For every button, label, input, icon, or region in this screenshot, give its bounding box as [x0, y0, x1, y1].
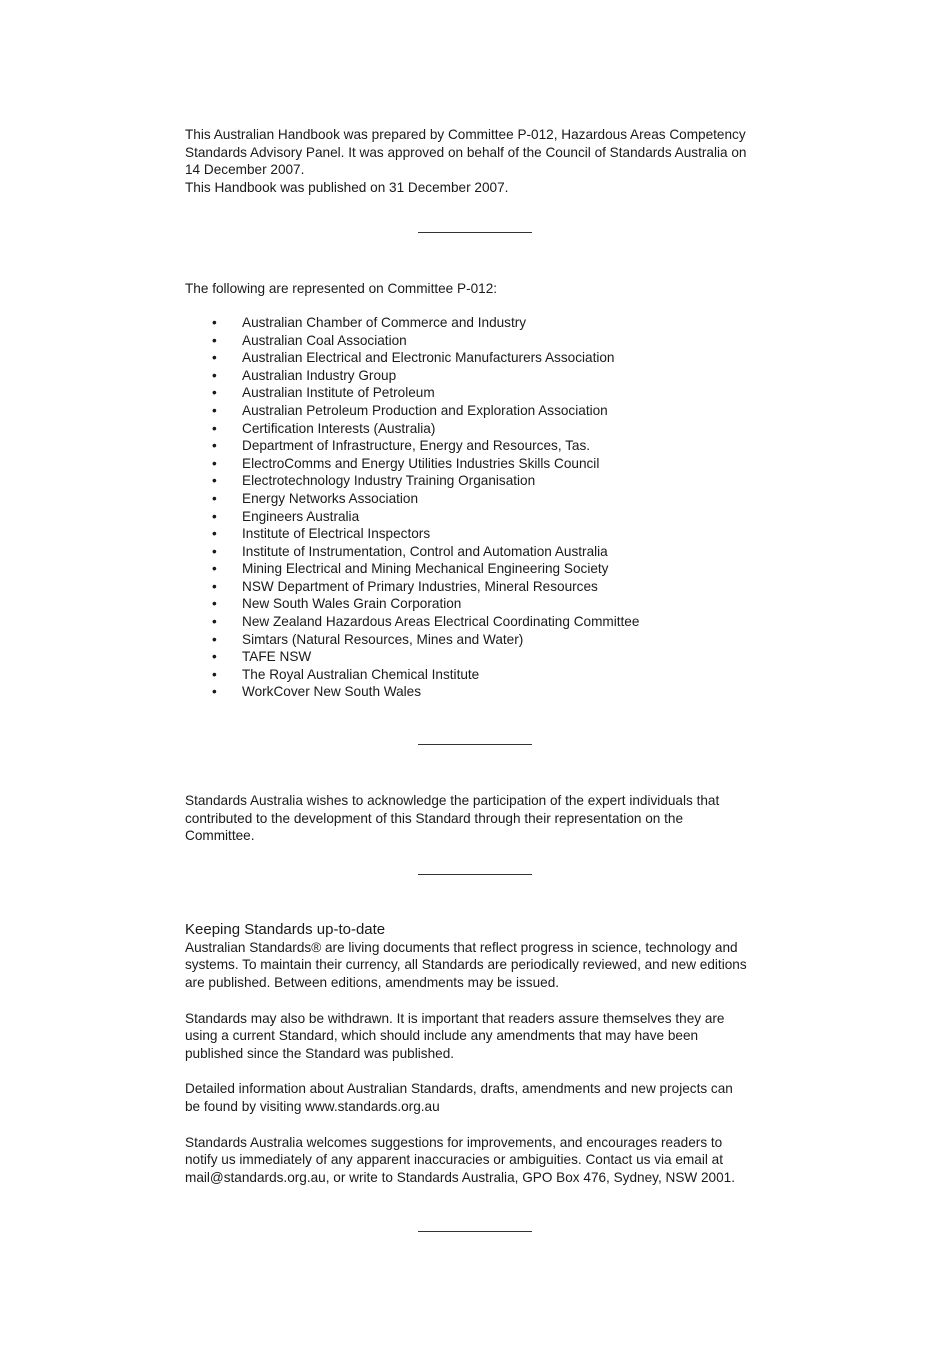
acknowledgement-line-2: contributed to the development of this Standard through their representation on the	[185, 810, 684, 826]
member-name: Institute of Electrical Inspectors	[242, 526, 431, 542]
paragraph-line: systems. To maintain their currency, all Standards are periodically reviewed, and new editions	[185, 957, 747, 973]
member-name: Department of Infrastructure, Energy and Resources, Tas.	[242, 438, 591, 454]
section-heading: Keeping Standards up-to-date	[185, 920, 386, 938]
bullet: •	[212, 543, 217, 559]
bullet: •	[212, 508, 217, 524]
keeping-up-to-date-section	[185, 921, 785, 1187]
bullet: •	[212, 578, 217, 594]
member-name: Electrotechnology Industry Training Organisation	[242, 473, 536, 489]
list-item	[185, 490, 785, 508]
member-name: Australian Coal Association	[242, 332, 407, 348]
paragraph-line: Detailed information about Australian Standards, drafts, amendments and new projects can	[185, 1081, 733, 1097]
acknowledgement-paragraph	[185, 792, 785, 845]
suggestions-paragraph	[185, 1134, 785, 1187]
bullet: •	[212, 438, 217, 454]
member-name: The Royal Australian Chemical Institute	[242, 666, 480, 682]
bullet: •	[212, 526, 217, 542]
member-name: NSW Department of Primary Industries, Mineral Resources	[242, 578, 598, 594]
paragraph-line: Standards may also be withdrawn. It is important that readers assure themselves they are	[185, 1010, 725, 1026]
approval-line-3: 14 December 2007.	[185, 162, 305, 178]
list-item	[185, 595, 785, 613]
member-name: Australian Petroleum Production and Exploration Association	[242, 402, 608, 418]
list-item	[185, 402, 785, 420]
member-name: New Zealand Hazardous Areas Electrical Coordinating Committee	[242, 614, 640, 630]
member-name: Simtars (Natural Resources, Mines and Water)	[242, 631, 524, 647]
bullet: •	[212, 596, 217, 612]
list-item	[185, 437, 785, 455]
bullet: •	[212, 666, 217, 682]
list-item	[185, 613, 785, 631]
member-name: Australian Chamber of Commerce and Industry	[242, 314, 527, 330]
paragraph-line: using a current Standard, which should include any amendments that may have been	[185, 1028, 699, 1044]
list-item	[185, 560, 785, 578]
paragraph-line: are published. Between editions, amendments may be issued.	[185, 975, 560, 990]
list-item	[185, 349, 785, 367]
list-item	[185, 578, 785, 596]
member-name: New South Wales Grain Corporation	[242, 596, 462, 612]
paragraph-line: notify us immediately of any apparent inaccuracies or ambiguities. Contact us via email at	[185, 1152, 723, 1168]
document-page	[185, 126, 785, 1232]
bullet: •	[212, 684, 217, 700]
member-name: Australian Institute of Petroleum	[242, 385, 435, 401]
currency-paragraph	[185, 939, 785, 992]
paragraph-line: Australian Standards® are living documents that reflect progress in science, technology and	[185, 939, 738, 955]
list-item	[185, 472, 785, 490]
member-name: ElectroComms and Energy Utilities Industries Skills Council	[242, 455, 600, 471]
list-item	[185, 384, 785, 402]
list-item	[185, 525, 785, 543]
committee-intro: The following are represented on Committee P-012:	[185, 281, 498, 297]
list-item	[185, 683, 785, 701]
bullet: •	[212, 367, 217, 383]
bullet: •	[212, 402, 217, 418]
member-name: Energy Networks Association	[242, 490, 419, 506]
paragraph-line: be found by visiting www.standards.org.au	[185, 1098, 440, 1114]
approval-line-1: This Australian Handbook was prepared by Committee P-012, Hazardous Areas Competency	[185, 127, 746, 142]
bullet: •	[212, 614, 217, 630]
member-name: TAFE NSW	[242, 649, 312, 665]
list-item	[185, 332, 785, 350]
member-name: Mining Electrical and Mining Mechanical Engineering Society	[242, 561, 609, 577]
acknowledgement-line-1: Standards Australia wishes to acknowledge the participation of the expert individuals that	[185, 793, 720, 809]
paragraph-line: mail@standards.org.au, or write to Standards Australia, GPO Box 476, Sydney, NSW 2001.	[185, 1169, 736, 1185]
list-item	[185, 314, 785, 332]
section-divider	[418, 744, 532, 745]
paragraph-line: published since the Standard was published.	[185, 1045, 455, 1061]
approval-statement	[185, 126, 785, 196]
list-item	[185, 455, 785, 473]
bullet: •	[212, 420, 217, 436]
section-divider	[418, 874, 532, 875]
list-item	[185, 508, 785, 526]
committee-member-list	[185, 314, 785, 701]
bullet: •	[212, 314, 217, 330]
member-name: Australian Industry Group	[242, 367, 397, 383]
section-divider	[418, 1231, 532, 1232]
bullet: •	[212, 473, 217, 489]
list-item	[185, 648, 785, 666]
list-item	[185, 543, 785, 561]
bullet: •	[212, 631, 217, 647]
acknowledgement-line-3: Committee.	[185, 828, 255, 844]
bullet: •	[212, 455, 217, 471]
information-paragraph	[185, 1080, 785, 1115]
bullet: •	[212, 385, 217, 401]
member-name: Australian Electrical and Electronic Manufacturers Association	[242, 350, 615, 366]
bullet: •	[212, 561, 217, 577]
list-item	[185, 631, 785, 649]
list-item	[185, 367, 785, 385]
bullet: •	[212, 332, 217, 348]
bullet: •	[212, 490, 217, 506]
paragraph-line: Standards Australia welcomes suggestions for improvements, and encourages readers to	[185, 1134, 723, 1150]
bullet: •	[212, 350, 217, 366]
publication-date: This Handbook was published on 31 December 2007.	[185, 179, 509, 195]
member-name: Institute of Instrumentation, Control and Automation Australia	[242, 543, 608, 559]
bullet: •	[212, 649, 217, 665]
withdrawal-paragraph	[185, 1010, 785, 1063]
member-name: Engineers Australia	[242, 508, 360, 524]
section-divider	[418, 232, 532, 233]
member-name: Certification Interests (Australia)	[242, 420, 436, 436]
list-item	[185, 666, 785, 684]
member-name: WorkCover New South Wales	[242, 684, 422, 700]
list-item	[185, 420, 785, 438]
approval-line-2: Standards Advisory Panel. It was approved on behalf of the Council of Standards Australia on	[185, 144, 747, 160]
